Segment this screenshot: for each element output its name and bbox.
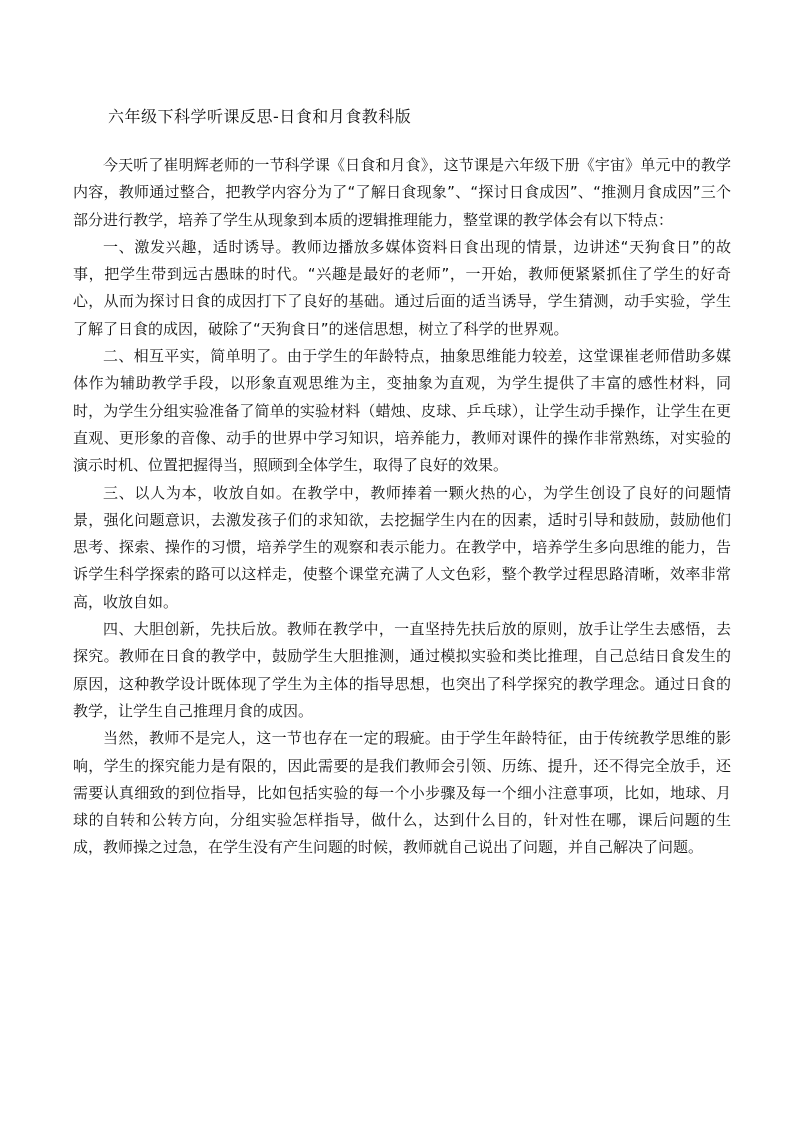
- paragraph-point-1: 一、激发兴趣，适时诱导。教师边播放多媒体资料日食出现的情景，边讲述“天狗食日”的故事，把学生带到远古愚昧的时代。“兴趣是最好的老师”，一开始，教师便紧紧抓住了学生的好奇心，从而为探讨日食的成因打下了良好的基础。通过后面的适当诱导，学生猜测，动手实验，学生了解了日食的成因，破除了“天狗食日”的迷信思想，树立了科学的世界观。: [73, 237, 731, 338]
- document-title: 六年级下科学听课反思-日食和月食教科版: [108, 107, 412, 126]
- paragraph-intro: 今天听了崔明辉老师的一节科学课《日食和月食》，这节课是六年级下册《宇宙》单元中的教学内容，教师通过整合，把教学内容分为了“了解日食现象”、“探讨日食成因”、“推测月食成因”三个部分进行教学，培养了学生从现象到本质的逻辑推理能力，整堂课的教学体会有以下特点：: [73, 156, 731, 229]
- document-body: [73, 152, 731, 862]
- paragraph-point-2: 二、相互平实，简单明了。由于学生的年龄特点，抽象思维能力较差，这堂课崔老师借助多媒体作为辅助教学手段，以形象直观思维为主，变抽象为直观，为学生提供了丰富的感性材料，同时，为学生分组实验准备了简单的实验材料（蜡烛、皮球、乒乓球），让学生动手操作，让学生在更直观、更形象的音像、动手的世界中学习知识，培养能力，教师对课件的操作非常熟练，对实验的演示时机、位置把握得当，照顾到全体学生，取得了良好的效果。: [73, 347, 731, 475]
- paragraph-point-4: 四、大胆创新，先扶后放。教师在教学中，一直坚持先扶后放的原则，放手让学生去感悟，去探究。教师在日食的教学中，鼓励学生大胆推测，通过模拟实验和类比推理，自己总结日食发生的原因，这种教学设计既体现了学生为主体的指导思想，也突出了科学探究的教学理念。通过日食的教学，让学生自己推理月食的成因。: [73, 620, 731, 720]
- paragraph-point-3: 三、以人为本，收放自如。在教学中，教师捧着一颗火热的心，为学生创设了良好的问题情景，强化问题意识，去激发孩子们的求知欲，去挖掘学生内在的因素，适时引导和鼓励，鼓励他们思考、探索、操作的习惯，培养学生的观察和表示能力。在教学中，培养学生多向思维的能力，告诉学生科学探索的路可以这样走，使整个课堂充满了人文色彩，整个教学过程思路清晰，效率非常高，收放自如。: [73, 483, 731, 611]
- paragraph-reflection: 当然，教师不是完人，这一节也存在一定的瑕疵。由于学生年龄特征，由于传统教学思维的影响，学生的探究能力是有限的，因此需要的是我们教师会引领、历练、提升，还不得完全放手，还需要认真细致的到位指导，比如包括实验的每一个小步骤及每一个细小注意事项，比如，地球、月球的自转和公转方向，分组实验怎样指导，做什么，达到什么目的，针对性在哪，课后问题的生成，教师操之过急，在学生没有产生问题的时候，教师就自己说出了问题，并自己解决了问题。: [73, 729, 731, 857]
